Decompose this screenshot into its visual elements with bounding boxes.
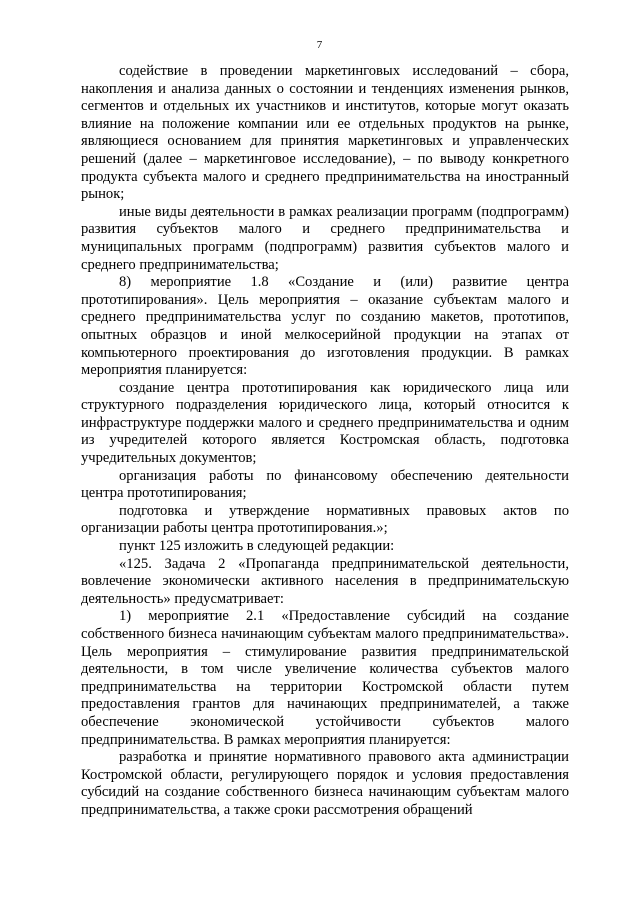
paragraph: подготовка и утверждение нормативных правовых актов по организации работы центра прототипирования.»;	[81, 502, 569, 537]
paragraph: содействие в проведении маркетинговых исследований – сбора, накопления и анализа данных о состоянии и тенденциях изменения рынков, сегментов и отдельных их участников и институтов, которые могут оказать влияние на положение компании или ее отдельных продуктов на рынке, являющиеся основанием для принятия маркетинговых и управленческих решений (далее – маркетинговое исследование), – по выводу конкретного продукта субъекта малого и среднего предпринимательства на иностранный рынок;	[81, 63, 569, 203]
document-body	[81, 63, 569, 820]
paragraph: организация работы по финансовому обеспечению деятельности центра прототипирования;	[81, 467, 569, 502]
page-number: 7	[316, 39, 323, 51]
paragraph: иные виды деятельности в рамках реализации программ (подпрограмм) развития субъектов малого и среднего предпринимательства и муниципальных программ (подпрограмм) развития субъектов малого и среднего предпринимательства;	[81, 203, 569, 273]
paragraph: разработка и принятие нормативного правового акта администрации Костромской области, регулирующего порядок и условия предоставления субсидий на создание собственного бизнеса начинающим субъектам малого предпринимательства, а также сроки рассмотрения обращений	[81, 749, 569, 818]
paragraph: создание центра прототипирования как юридического лица или структурного подразделения юридического лица, который относится к инфраструктуре поддержки малого и среднего предпринимательства и одним из учредителей которого является Костромская область, подготовка учредительных документов;	[81, 379, 569, 467]
paragraph: «125. Задача 2 «Пропаганда предпринимательской деятельности, вовлечение экономически активного населения в предпринимательскую деятельность» предусматривает:	[81, 555, 569, 607]
paragraph: 8) мероприятие 1.8 «Создание и (или) развитие центра прототипирования». Цель мероприятия – оказание субъектам малого и среднего предпринимательства услуг по созданию макетов, прототипов, опытных образцов и иной мелкосерийной продукции на этапах от компьютерного проектирования до изготовления продукции. В рамках мероприятия планируется:	[81, 274, 569, 379]
paragraph: 1) мероприятие 2.1 «Предоставление субсидий на создание собственного бизнеса начинающим субъектам малого предпринимательства». Цель мероприятия – стимулирование развития предпринимательской деятельности, в том числе увеличение количества субъектов малого предпринимательства на территории Костромской области путем предоставления грантов для начинающих предпринимателей, а также обеспечение экономической устойчивости субъектов малого предпринимательства. В рамках мероприятия планируется:	[81, 608, 569, 748]
paragraph: пункт 125 изложить в следующей редакции:	[119, 538, 395, 555]
